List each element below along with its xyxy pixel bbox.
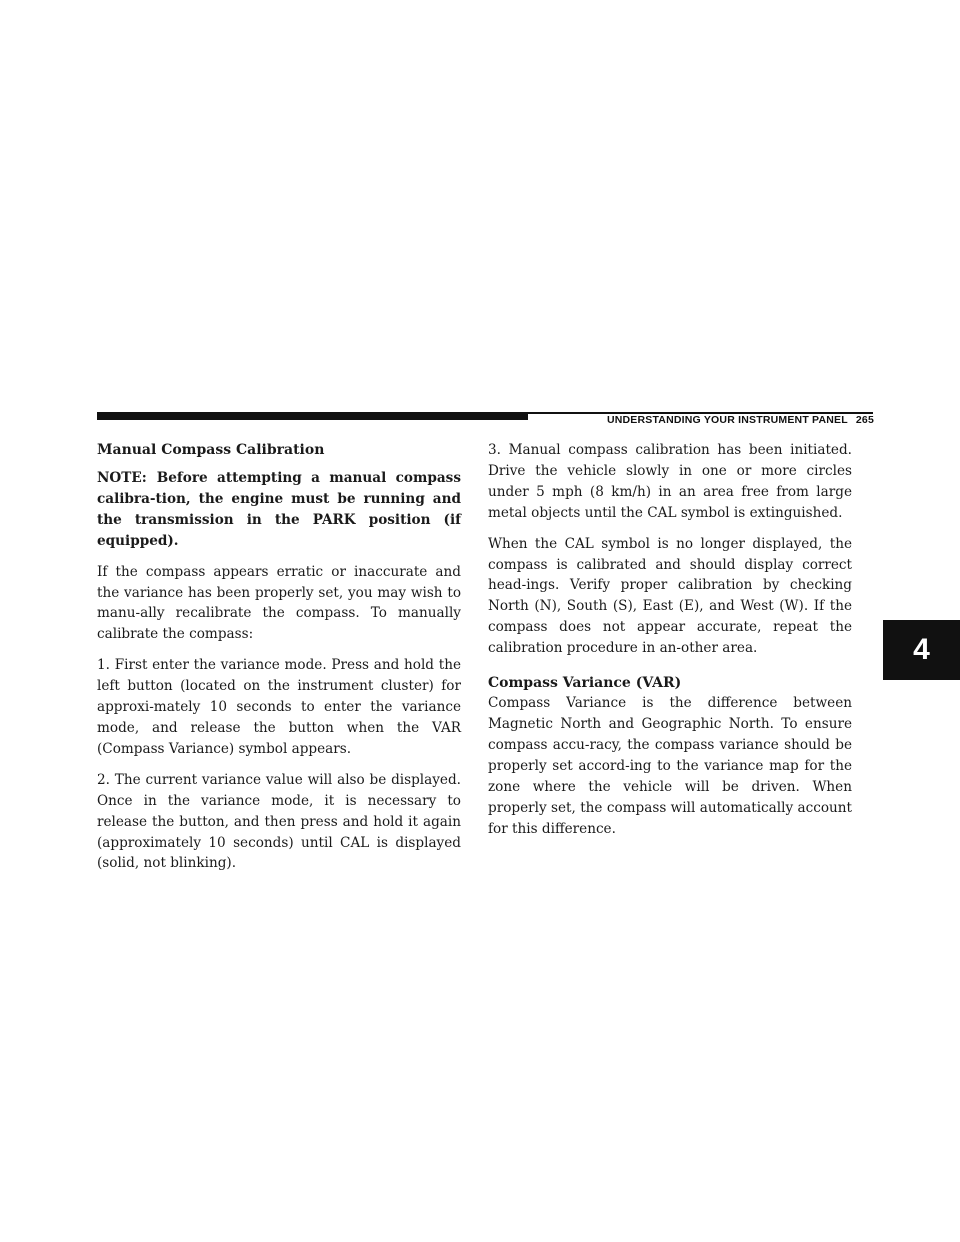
note-text: Before attempting a manual compass calibra-tion, the engine must be running and the transmission in the PARK position (if equipped).: [97, 470, 461, 549]
section-heading-manual-calibration: Manual Compass Calibration: [97, 442, 325, 458]
note-label: NOTE:: [97, 470, 147, 486]
left-column: [97, 440, 461, 884]
section-title: UNDERSTANDING YOUR INSTRUMENT PANEL: [606, 414, 848, 426]
page-number: 265: [855, 414, 874, 426]
step-2: 2. The current variance value will also be displayed. Once in the variance mode, it is necessary to release the button, and then press and hold it again (approximately 10 seconds) until CAL is displayed (solid, not blinking).: [97, 771, 461, 872]
running-header: [528, 414, 874, 426]
right-column: [488, 440, 852, 849]
calibration-result-paragraph: When the CAL symbol is no longer displayed, the compass is calibrated and should display correct head-ings. Verify proper calibration by checking North (N), South (S), East (E), and West (W). If the compass does not appear accurate, repeat the calibration procedure in an-other area.: [488, 535, 852, 657]
step-1: 1. First enter the variance mode. Press and hold the left button (located on the instrument cluster) for approxi-mately 10 seconds to enter the variance mode, and release the button when the VAR (Compass Variance) symbol appears.: [97, 657, 461, 757]
note-paragraph: [97, 468, 461, 552]
section-heading-compass-variance: Compass Variance (VAR): [488, 675, 682, 692]
intro-paragraph: If the compass appears erratic or inaccurate and the variance has been properly set, you may wish to manu-ally recalibrate the compass. To manually calibrate the compass:: [97, 563, 461, 643]
chapter-tab: 4: [883, 620, 960, 680]
variance-paragraph: Compass Variance is the difference between Magnetic North and Geographic North. To ensure compass accu-racy, the compass variance should be properly set accord-ing to the variance map for the zone where the vehicle will be driven. When properly set, the compass will automatically account for this difference.: [488, 695, 852, 837]
step-3: 3. Manual compass calibration has been initiated. Drive the vehicle slowly in one or more circles under 5 mph (8 km/h) in an area free from large metal objects until the CAL symbol is extinguished.: [488, 442, 852, 521]
